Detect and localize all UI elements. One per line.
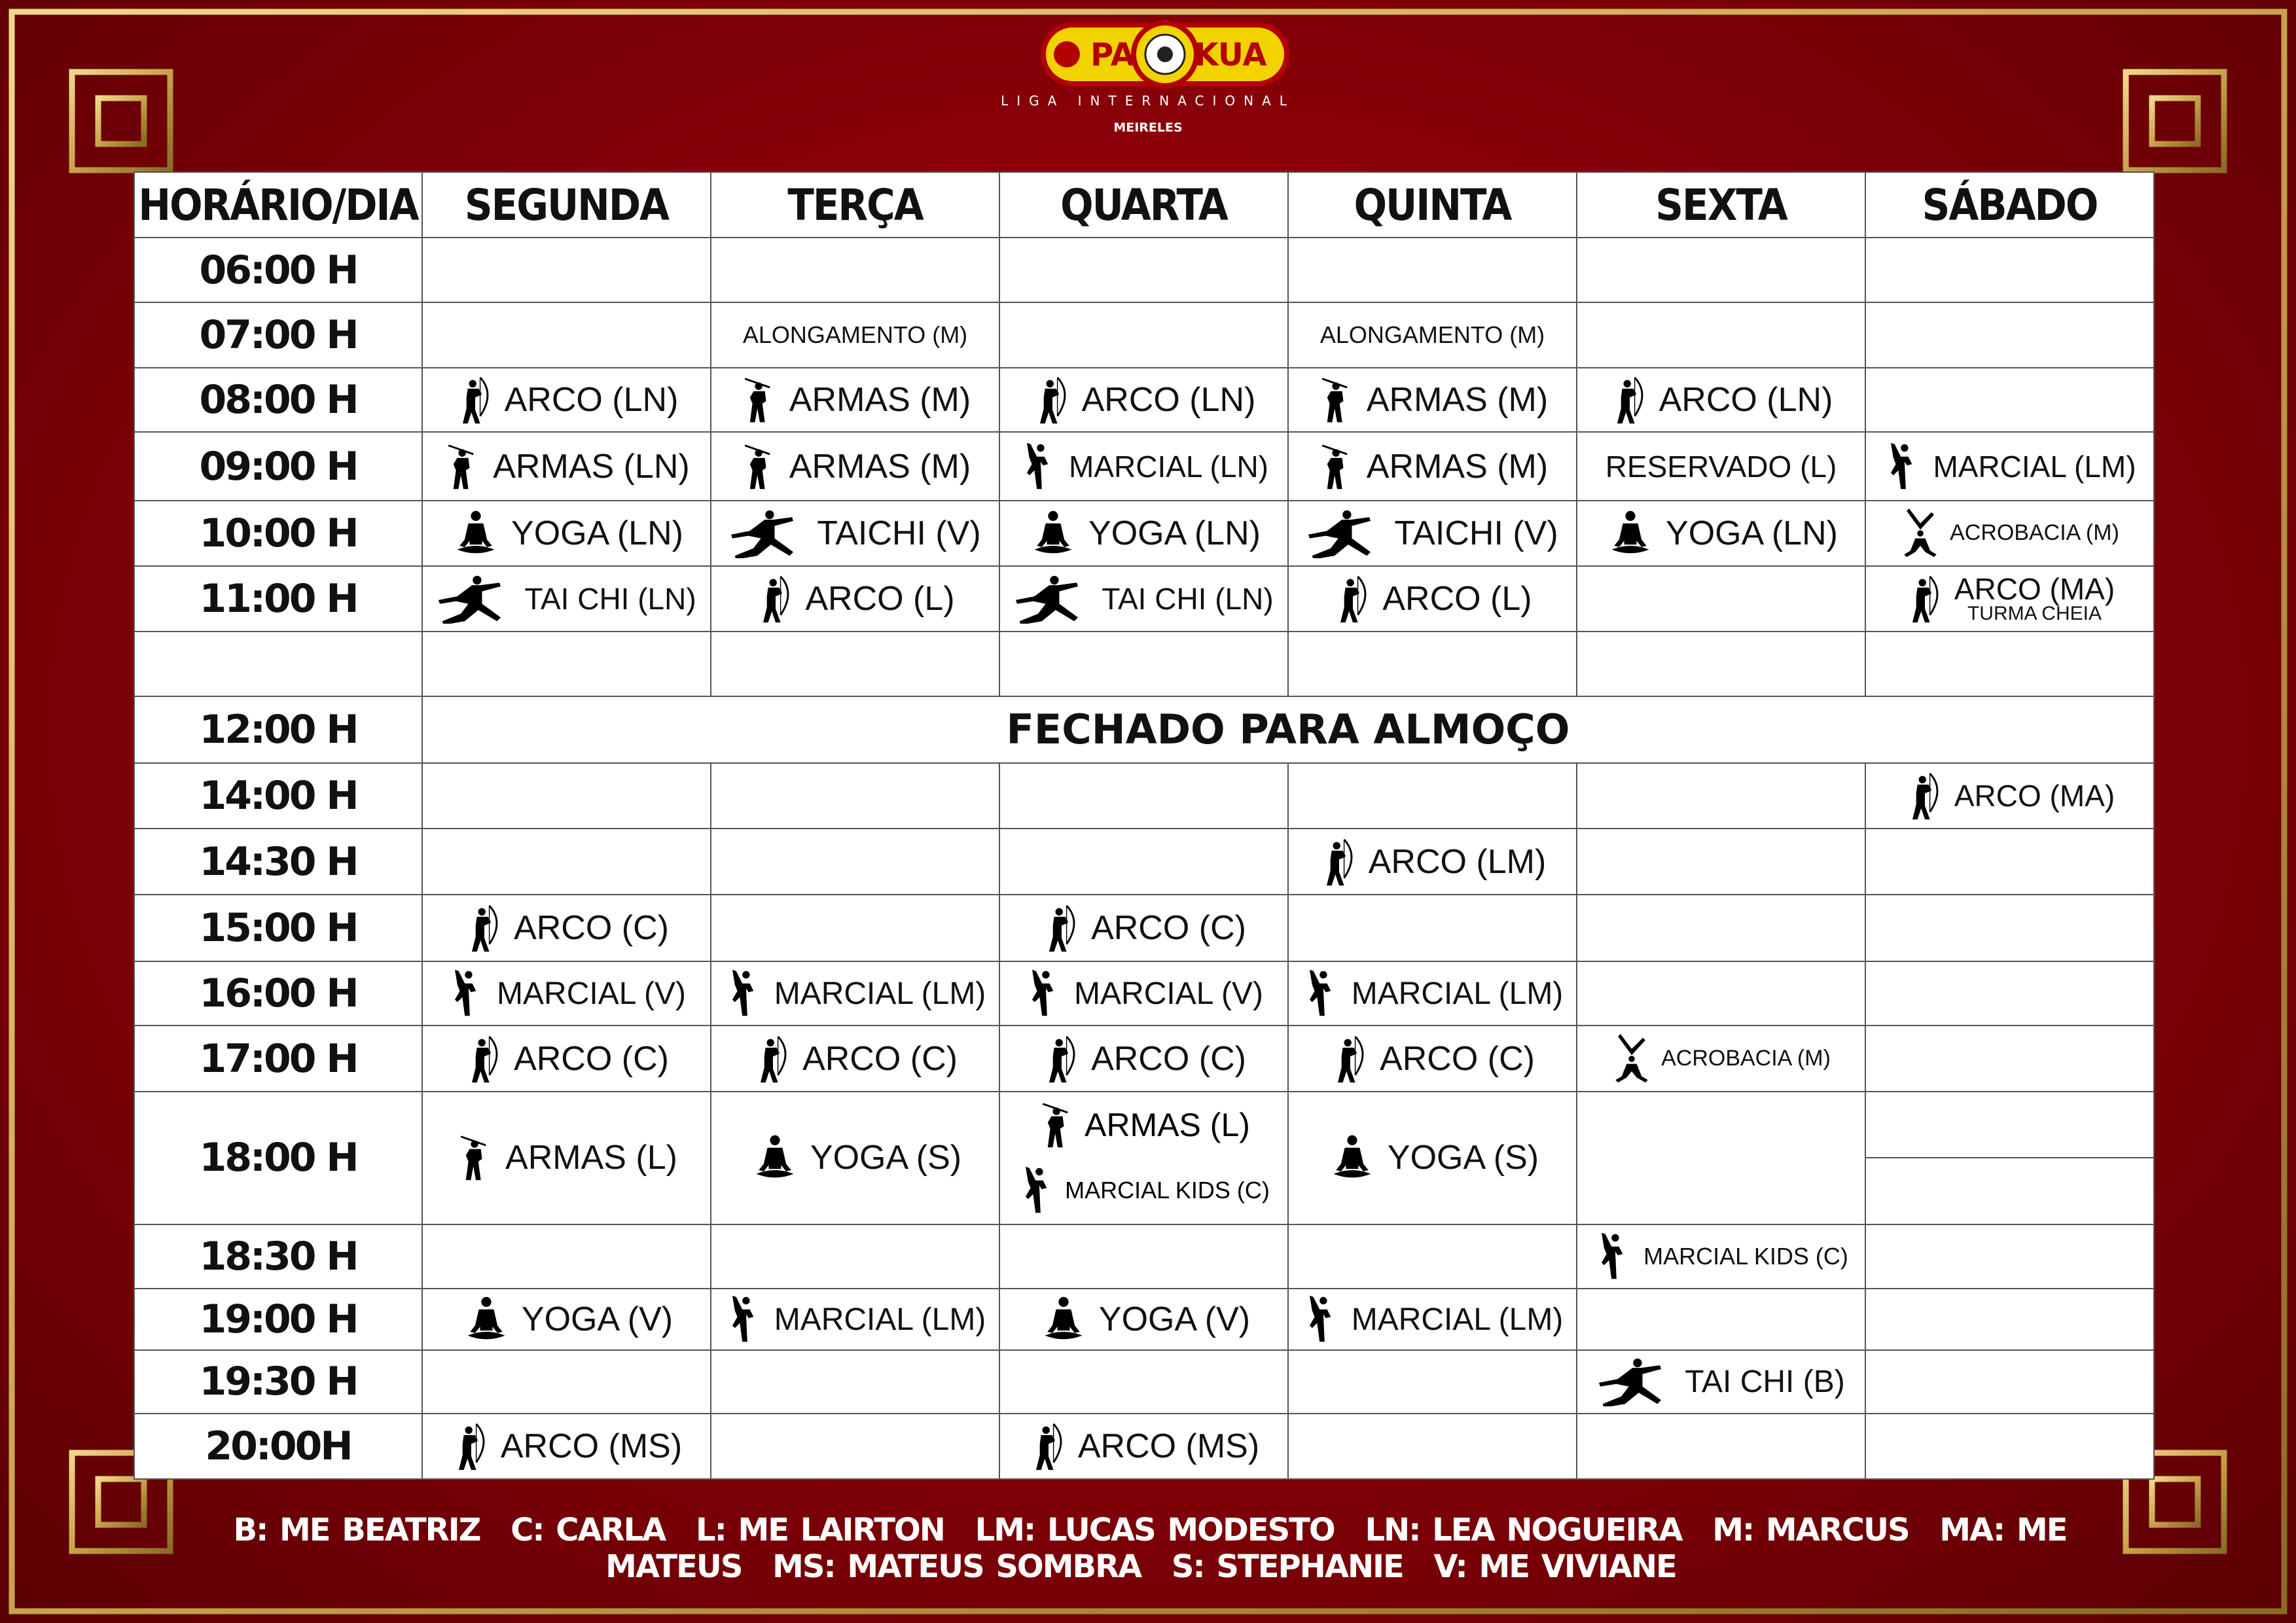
class-cell — [423, 895, 710, 961]
logo-text-left: PA — [1090, 37, 1135, 73]
class-cell — [423, 1026, 710, 1090]
class-cell — [423, 567, 710, 631]
taichi-icon — [437, 574, 515, 624]
archer-icon — [755, 574, 796, 624]
archer-icon — [1905, 771, 1945, 821]
table-row — [134, 432, 2154, 500]
archer-icon — [1028, 1421, 1069, 1471]
class-label: TAICHI (V) — [817, 514, 981, 552]
time-label: 19:00 H — [134, 1289, 422, 1350]
class-cell — [711, 433, 999, 499]
yoga-icon — [1326, 1133, 1378, 1183]
class-cell — [1577, 433, 1865, 499]
legend-item: S: STEPHANIE — [1171, 1548, 1403, 1585]
col-header-quinta: QUINTA — [1288, 172, 1577, 238]
class-cell — [1289, 829, 1576, 893]
class-cell — [1289, 567, 1576, 631]
martial-kick-icon — [1019, 442, 1060, 491]
class-cell — [1866, 567, 2153, 631]
class-label: ARCO (LN) — [1659, 381, 1833, 419]
class-label: ARCO (C) — [1091, 908, 1246, 947]
class-cell — [711, 501, 999, 565]
table-row — [134, 1224, 2154, 1289]
legend-item: V: ME VIVIANE — [1433, 1548, 1676, 1585]
class-label: MARCIAL (V) — [497, 976, 686, 1011]
class-cell — [423, 501, 710, 565]
archer-icon — [1609, 375, 1650, 425]
archer-icon — [1905, 574, 1945, 624]
table-row — [134, 368, 2154, 432]
yoga-icon — [1027, 508, 1079, 558]
table-row — [134, 632, 2154, 696]
instructor-legend — [190, 1512, 2101, 1585]
time-label: 14:00 H — [134, 763, 422, 829]
legend-item: MA: ME MATEUS — [605, 1512, 2067, 1585]
class-cell — [711, 1289, 999, 1349]
archer-icon — [1041, 1034, 1082, 1084]
archer-icon — [455, 375, 495, 425]
time-label: 18:30 H — [134, 1224, 422, 1289]
class-cell — [1000, 501, 1287, 565]
table-row — [134, 961, 2154, 1026]
weapons-icon — [456, 1133, 496, 1183]
class-cell — [1000, 368, 1287, 431]
class-cell — [423, 433, 710, 499]
class-label: ACROBACIA (M) — [1950, 520, 2119, 546]
class-cell — [1866, 433, 2153, 499]
time-label: 06:00 H — [134, 238, 422, 302]
class-label: ARMAS (M) — [789, 381, 971, 419]
archer-icon — [753, 1034, 793, 1084]
martial-kick-icon — [447, 969, 488, 1018]
class-label: MARCIAL (LM) — [1933, 449, 2136, 484]
class-cell — [1289, 1092, 1576, 1224]
weapons-icon — [1317, 375, 1357, 425]
table-row — [134, 1026, 2154, 1091]
col-header-quarta: QUARTA — [999, 172, 1288, 238]
weapons-icon — [1037, 1100, 1078, 1150]
time-label: 12:00 H — [134, 696, 422, 763]
class-cell — [1289, 1026, 1576, 1090]
class-label: ARCO (C) — [514, 908, 669, 947]
time-label: 08:00 H — [134, 368, 422, 432]
martial-kick-icon — [725, 969, 765, 1018]
yoga-icon — [1604, 508, 1657, 558]
time-label: 10:00 H — [134, 501, 422, 566]
class-label: ARCO (C) — [1380, 1039, 1535, 1078]
class-label: MARCIAL (V) — [1074, 976, 1263, 1011]
class-cell — [711, 1026, 999, 1090]
class-label: ARCO (MS) — [1077, 1427, 1260, 1465]
empty-split-cell — [1866, 1092, 2153, 1224]
table-row — [134, 895, 2154, 961]
class-label: ARCO (C) — [802, 1039, 958, 1078]
table-row — [134, 1289, 2154, 1350]
class-label: YOGA (V) — [1098, 1300, 1251, 1339]
archer-icon — [451, 1421, 492, 1471]
time-label: 15:00 H — [134, 895, 422, 961]
table-row — [134, 696, 2154, 763]
logo-unit: MEIRELES — [1113, 120, 1183, 135]
acrobatics-icon — [1611, 1034, 1652, 1084]
class-label: ARCO (LN) — [504, 381, 679, 419]
taichi-icon — [729, 508, 808, 558]
table-row — [134, 566, 2154, 632]
time-label: 14:30 H — [134, 829, 422, 894]
class-label: ACROBACIA (M) — [1661, 1046, 1831, 1071]
class-label: ARCO (C) — [1091, 1039, 1246, 1078]
class-cell — [1289, 962, 1576, 1025]
archer-icon — [1333, 574, 1373, 624]
yoga-icon — [460, 1294, 512, 1344]
weapons-icon — [1317, 442, 1357, 491]
time-label: 19:30 H — [134, 1350, 422, 1413]
class-cell — [423, 962, 710, 1025]
taichi-icon — [1014, 574, 1092, 624]
table-row — [134, 501, 2154, 566]
class-cell — [1866, 764, 2153, 828]
archer-icon — [464, 1034, 505, 1084]
class-label: TAICHI (V) — [1394, 514, 1558, 552]
class-cell — [1289, 433, 1576, 499]
class-label: YOGA (LN) — [1088, 514, 1261, 552]
class-label: MARCIAL (LM) — [774, 1302, 986, 1337]
class-label: ARCO (LM) — [1368, 842, 1547, 881]
class-label: ARCO (MS) — [500, 1427, 683, 1465]
class-label: TAI CHI (LN) — [1102, 582, 1274, 616]
class-cell-split — [1000, 1092, 1287, 1224]
yoga-icon — [450, 508, 502, 558]
time-label: 17:00 H — [134, 1026, 422, 1091]
header-row — [134, 172, 2154, 238]
class-label: ARMAS (L) — [505, 1139, 677, 1177]
weapons-icon — [740, 375, 780, 425]
class-label: ARMAS (M) — [1366, 447, 1549, 486]
legend-item: C: CARLA — [511, 1512, 666, 1548]
class-label: ARCO (LN) — [1081, 381, 1256, 419]
table-row — [134, 829, 2154, 894]
col-header-sabado: SÁBADO — [1865, 172, 2154, 238]
class-cell — [1000, 1026, 1287, 1090]
class-cell — [1000, 433, 1287, 499]
class-cell — [711, 567, 999, 631]
martial-kick-icon — [1883, 442, 1924, 491]
legend-item: MS: MATEUS SOMBRA — [772, 1548, 1141, 1585]
class-cell — [711, 1092, 999, 1224]
class-label: TAI CHI (LN) — [524, 582, 696, 616]
legend-item: M: MARCUS — [1712, 1512, 1909, 1548]
class-label: YOGA (S) — [1387, 1139, 1539, 1177]
archer-icon — [1319, 837, 1359, 887]
archer-icon — [1032, 375, 1073, 425]
class-cell — [423, 1092, 710, 1224]
class-cell — [1000, 895, 1287, 961]
yoga-icon — [1037, 1294, 1090, 1344]
class-cell — [1000, 1414, 1287, 1478]
class-label: ARCO (C) — [514, 1039, 669, 1078]
weapons-icon — [443, 442, 484, 491]
col-header-segunda: SEGUNDA — [422, 172, 711, 238]
legend-item: LN: LEA NOGUEIRA — [1365, 1512, 1682, 1548]
class-cell — [423, 1414, 710, 1478]
class-label: ARCO (MA) — [1954, 779, 2115, 813]
class-cell — [1000, 567, 1287, 631]
pakua-logo — [1041, 18, 1289, 90]
class-label: YOGA (LN) — [1666, 514, 1838, 552]
class-cell — [711, 962, 999, 1025]
class-label: ARCO (MA) — [1954, 572, 2115, 607]
martial-kick-icon — [1018, 1166, 1058, 1215]
class-label: ARMAS (M) — [1366, 381, 1549, 419]
class-label: RESERVADO (L) — [1605, 449, 1837, 484]
class-label: MARCIAL KIDS (C) — [1643, 1242, 1848, 1270]
class-cell — [1289, 1289, 1576, 1349]
class-cell — [711, 368, 999, 431]
class-label: MARCIAL (LN) — [1069, 449, 1268, 484]
class-label: YOGA (S) — [810, 1139, 962, 1177]
table-row — [134, 238, 2154, 302]
weapons-icon — [740, 442, 780, 491]
class-label: TAI CHI (B) — [1685, 1364, 1845, 1399]
class-label: MARCIAL (LM) — [1351, 976, 1564, 1011]
col-header-time: HORÁRIO/DIA — [134, 172, 422, 238]
class-label: ARMAS (LN) — [493, 447, 690, 486]
class-note: TURMA CHEIA — [1967, 603, 2102, 625]
class-cell — [1577, 501, 1865, 565]
class-cell — [1577, 1026, 1865, 1090]
col-header-sexta: SEXTA — [1577, 172, 1865, 238]
class-cell — [1000, 962, 1287, 1025]
class-label: MARCIAL (LM) — [1351, 1302, 1564, 1337]
archer-icon — [1330, 1034, 1371, 1084]
table-row — [134, 763, 2154, 829]
class-label: YOGA (LN) — [511, 514, 683, 552]
legend-item: B: ME BEATRIZ — [233, 1512, 480, 1548]
table-row — [134, 1414, 2154, 1479]
archer-icon — [1041, 903, 1082, 953]
yoga-icon — [749, 1133, 801, 1183]
logo-text-right: KUA — [1194, 37, 1267, 73]
martial-kick-icon — [725, 1294, 765, 1344]
logo-subtitle: LIGA INTERNACIONAL — [1001, 93, 1295, 109]
taichi-icon — [1597, 1357, 1676, 1406]
martial-kick-icon — [1302, 969, 1342, 1018]
time-label: 09:00 H — [134, 432, 422, 500]
table-row — [134, 302, 2154, 368]
lunch-closed-banner: FECHADO PARA ALMOÇO — [422, 696, 2154, 763]
class-cell — [423, 368, 710, 431]
legend-item: L: ME LAIRTON — [696, 1512, 944, 1548]
class-label: MARCIAL KIDS (C) — [1065, 1177, 1270, 1204]
col-header-terca: TERÇA — [711, 172, 999, 238]
class-label: MARCIAL (LM) — [774, 976, 986, 1011]
time-label: 11:00 H — [134, 566, 422, 632]
class-label: ARMAS (M) — [789, 447, 971, 486]
time-label: 07:00 H — [134, 302, 422, 368]
table-row — [134, 1350, 2154, 1413]
class-label: ARMAS (L) — [1085, 1107, 1250, 1143]
time-label: 20:00H — [134, 1414, 422, 1479]
taichi-icon — [1306, 508, 1385, 558]
class-cell — [1577, 368, 1865, 431]
class-label: YOGA (V) — [521, 1300, 673, 1339]
class-cell — [1289, 501, 1576, 565]
class-cell — [1866, 501, 2153, 565]
class-alongamento: ALONGAMENTO (M) — [1319, 321, 1545, 348]
class-label: ARCO (L) — [805, 580, 955, 618]
class-cell — [1000, 1289, 1287, 1349]
legend-item: LM: LUCAS MODESTO — [975, 1512, 1335, 1548]
class-alongamento: ALONGAMENTO (M) — [742, 321, 968, 348]
table-row — [134, 1092, 2154, 1224]
class-cell — [1289, 368, 1576, 431]
archer-icon — [464, 903, 505, 953]
martial-kick-icon — [1024, 969, 1065, 1018]
acrobatics-icon — [1900, 508, 1941, 558]
schedule-table — [134, 171, 2155, 1480]
class-cell — [1577, 1225, 1865, 1288]
martial-kick-icon — [1594, 1232, 1634, 1281]
martial-kick-icon — [1302, 1294, 1342, 1344]
class-label: ARCO (L) — [1382, 580, 1532, 618]
time-label: 16:00 H — [134, 961, 422, 1026]
class-cell — [423, 1289, 710, 1349]
time-label: 18:00 H — [134, 1092, 422, 1224]
class-cell — [1577, 1351, 1865, 1412]
